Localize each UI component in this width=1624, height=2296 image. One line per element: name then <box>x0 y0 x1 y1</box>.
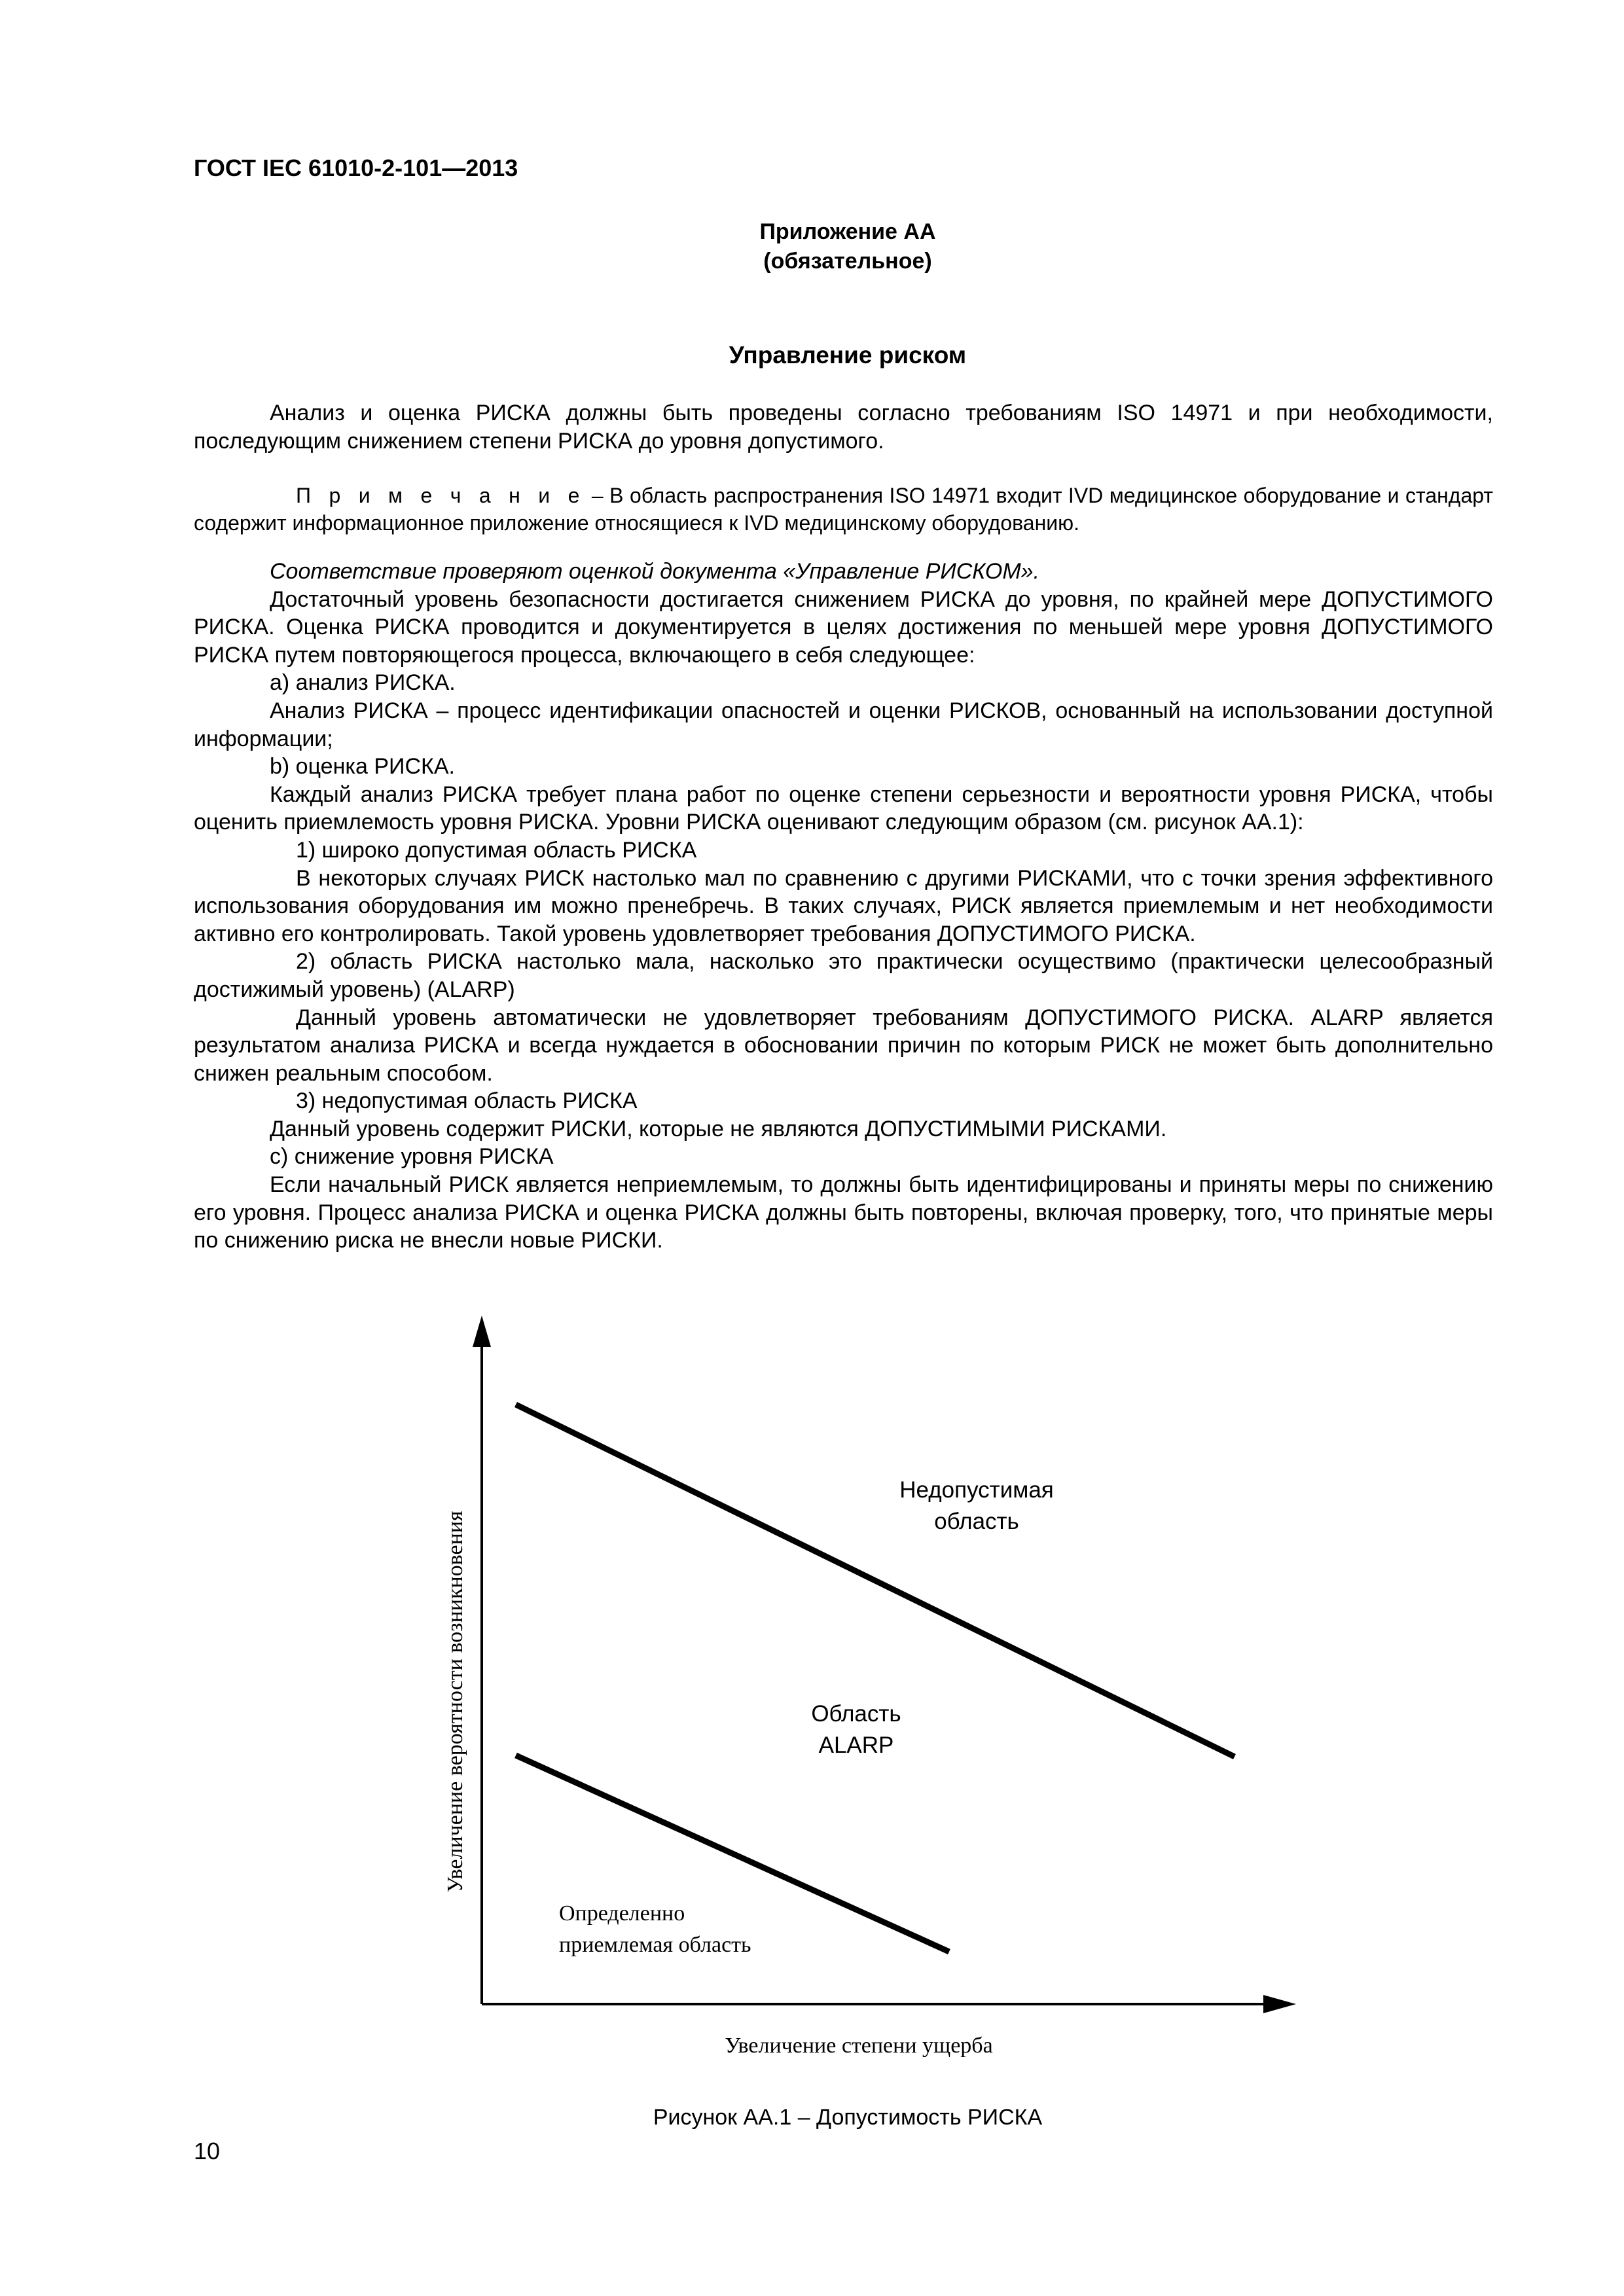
note-lead: П р и м е ч а н и е <box>296 484 586 507</box>
sublist-item-1: 1) широко допустимая область РИСКА <box>296 837 697 863</box>
compliance-paragraph: Соответствие проверяют оценкой документа «Управление РИСКОМ». <box>270 559 1040 584</box>
risk-acceptability-diagram <box>419 1316 1296 2081</box>
list-item-b: b) оценка РИСКА. <box>270 754 455 780</box>
paragraph: Достаточный уровень безопасности достигается снижением РИСКА до уровня, по крайней мере ДОПУСТИМОГО РИСКА. Оценка РИСКА проводится и документируется в целях достижения по меньшей мере уровня ДОПУСТИМОГО РИСКА путем повторяющегося процесса, включающего в себя следующее: <box>194 586 1493 668</box>
paragraph: Если начальный РИСК является неприемлемым, то должны быть идентифицированы и приняты меры по снижению его уровня. Процесс анализа РИСКА и оценка РИСКА должны быть повторены, включая проверку, того, что принятые меры по снижению риска не внесли новые РИСКИ. <box>194 1172 1493 1253</box>
paragraph: Данный уровень содержит РИСКИ, которые не являются ДОПУСТИМЫМИ РИСКАМИ. <box>270 1116 1167 1141</box>
figure-caption: Рисунок АА.1 – Допустимость РИСКА <box>653 2105 1043 2130</box>
x-axis-arrowhead <box>1263 1995 1296 2013</box>
appendix-title: Приложение АА <box>759 219 936 244</box>
appendix-status: (обязательное) <box>763 249 932 274</box>
paragraph: Каждый анализ РИСКА требует плана работ по оценке степени серьезности и вероятности уровня РИСКА, чтобы оценить приемлемость уровня РИСКА. Уровни РИСКА оценивают следующим образом (см. рисунок АА.1): <box>194 781 1493 835</box>
intro-paragraph: Анализ и оценка РИСКА должны быть проведены согласно требованиям ISO 14971 и при необходимости, последующим снижением степени РИСКА до уровня допустимого. <box>194 401 1493 454</box>
sublist-item-3: 3) недопустимая область РИСКА <box>296 1088 638 1114</box>
paragraph: Анализ РИСКА – процесс идентификации опасностей и оценки РИСКОВ, основанный на использовании доступной информации; <box>194 698 1493 751</box>
region-acceptable-line1: Определенно <box>559 1901 685 1926</box>
region-alarp-line1: Область <box>811 1701 901 1727</box>
region-acceptable-line2: приемлемая область <box>559 1933 751 1957</box>
y-axis-label: Увеличение вероятности возникновения <box>443 1511 467 1893</box>
document-header: ГОСТ IEC 61010-2-101—2013 <box>194 154 518 181</box>
note-paragraph <box>194 482 1493 537</box>
region-unacceptable-line2: область <box>934 1509 1019 1534</box>
list-item-c: с) снижение уровня РИСКА <box>270 1144 554 1170</box>
y-axis-arrowhead <box>473 1316 491 1347</box>
list-item-a: а) анализ РИСКА. <box>270 670 456 696</box>
appendix-heading <box>0 217 1624 276</box>
intro-block <box>194 399 1493 455</box>
section-title: Управление риском <box>729 342 967 368</box>
paragraph: В некоторых случаях РИСК настолько мал по сравнению с другими РИСКАМИ, что с точки зрения эффективного использования оборудования им можно пренебречь. В таких случаях, РИСК является приемлемым и нет необходимости активно его контролировать. Такой уровень удовлетворяет требования ДОПУСТИМОГО РИСКА. <box>194 865 1493 946</box>
main-text <box>194 558 1493 1255</box>
region-unacceptable-line1: Недопустимая <box>899 1477 1054 1503</box>
x-axis-label: Увеличение степени ущерба <box>725 2034 993 2058</box>
page-number: 10 <box>194 2138 221 2164</box>
region-alarp-line2: ALARP <box>818 1732 894 1758</box>
paragraph: Данный уровень автоматически не удовлетворяет требованиям ДОПУСТИМОГО РИСКА. ALARP является результатом анализа РИСКА и всегда нуждается в обосновании причин по которым РИСК не может быть дополнительно снижен реальным способом. <box>194 1005 1493 1086</box>
note-block <box>194 482 1493 537</box>
note-text: – В область распространения ISO 14971 входит IVD медицинское оборудование и стандарт содержит информационное приложение относящиеся к IVD медицинскому оборудованию. <box>194 484 1494 535</box>
sublist-item-2: 2) область РИСКА настолько мала, насколько это практически осуществимо (практически целесообразный достижимый уровень) (ALARP) <box>194 949 1493 1002</box>
